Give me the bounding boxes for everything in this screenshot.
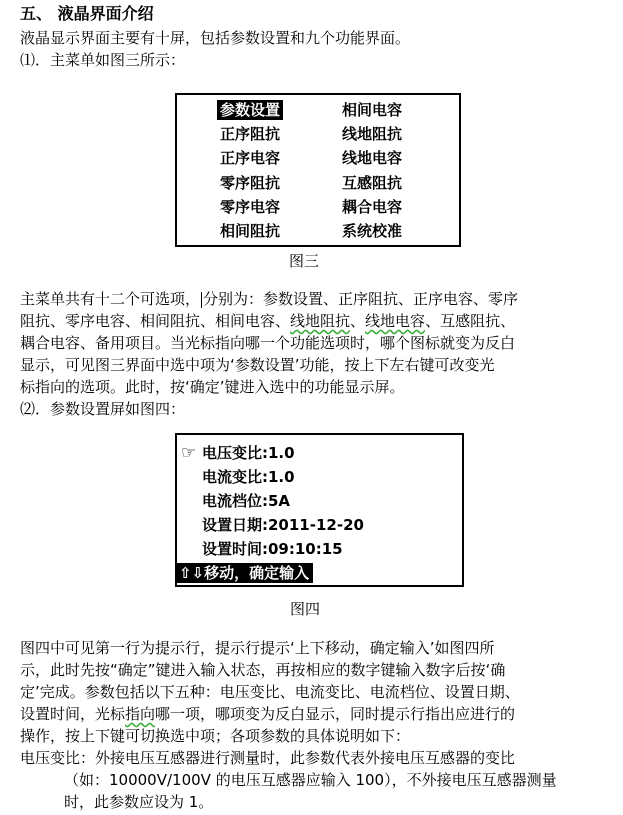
menu-item: 耦合电容 <box>342 198 403 216</box>
menu-item: 线地阻抗 <box>342 125 403 143</box>
paragraph-2-line-3: 定’完成。参数包括以下五种：电压变比、电流变比、电流档位、设置日期、 <box>20 683 520 701</box>
paragraph-3-line-1: 电压变比：外接电压互感器进行测量时，此参数代表外接电压互感器的变比 <box>20 749 516 767</box>
param-settings-lcd <box>175 433 464 587</box>
menu-item-selected: 参数设置 <box>217 100 283 120</box>
spellcheck-text: 线地阻抗 <box>290 312 351 330</box>
spellcheck-text: 指向 <box>125 705 156 723</box>
paragraph-1-line-3: 耦合电容、备用项目。当光标指向哪一个功能选项时，哪个图标就变为反白 <box>20 334 516 352</box>
paragraph-1-line-1 <box>20 289 518 309</box>
param-row-current-ratio: 电流变比:1.0 <box>202 468 295 486</box>
menu-item: 相间阻抗 <box>220 222 281 240</box>
param-row-current-range: 电流档位:5A <box>202 492 291 510</box>
spellcheck-text: 线地电容 <box>365 312 426 330</box>
text-span: 阻抗、零序电容、相间阻抗、相间电容、 <box>20 312 291 330</box>
paragraph-3-line-2: （如：10000V/100V 的电压互感器应输入 100），不外接电压互感器测量 <box>64 771 557 789</box>
pointer-hand-icon: ☞ <box>181 443 197 463</box>
menu-item: 零序电容 <box>220 198 281 216</box>
paragraph-1-line-5: 标指向的选项。此时，按‘确定’键进入选中的功能显示屏。 <box>20 378 405 396</box>
menu-item: 正序阻抗 <box>220 125 281 143</box>
param-row-set-date: 设置日期:2011-12-20 <box>202 516 364 534</box>
text-span: 分别为：参数设置、正序阻抗、正序电容、零序 <box>203 290 519 308</box>
menu-item: 互感阻抗 <box>342 174 403 192</box>
paragraph-2-line-1: 图四中可见第一行为提示行，提示行提示‘上下移动，确定输入’如图四所 <box>20 639 495 657</box>
paragraph-2-line-5: 操作，按上下键可切换选中项；各项参数的具体说明如下： <box>20 727 411 745</box>
param-row-voltage-ratio: 电压变比:1.0 <box>202 444 295 462</box>
paragraph-1-line-2 <box>20 311 515 331</box>
menu-item: 相间电容 <box>342 101 403 119</box>
paragraph-2-line-2: 示，此时先按“确定”键进入输入状态，再按相应的数字键输入数字后按‘确 <box>20 661 506 679</box>
text-span: 、 <box>350 312 366 330</box>
paragraph-2-line-4 <box>20 704 515 724</box>
text-span: 设置时间，光标 <box>20 705 126 723</box>
menu-item: 零序阻抗 <box>220 174 281 192</box>
text-span: 主菜单共有十二个可选项， <box>20 290 201 308</box>
text-span: 、互感阻抗、 <box>425 312 516 330</box>
figure-3-caption: 图三 <box>289 252 320 270</box>
paragraph-1-line-4: 显示，可见图三界面中选中项为‘参数设置’功能，按上下左右键可改变光 <box>20 356 495 374</box>
item-1-text: ⑴．主菜单如图三所示： <box>20 51 186 69</box>
paragraph-3-line-3: 时，此参数应设为 1。 <box>64 793 214 811</box>
text-span: 哪一项，哪项变为反白显示，同时提示行指出应进行的 <box>155 705 516 723</box>
figure-4-caption: 图四 <box>290 600 321 618</box>
menu-item: 系统校准 <box>342 222 403 240</box>
main-menu-lcd <box>175 93 461 247</box>
menu-item: 正序电容 <box>220 149 281 167</box>
intro-text: 液晶显示界面主要有十屏，包括参数设置和九个功能界面。 <box>20 29 411 47</box>
menu-item: 线地电容 <box>342 149 403 167</box>
param-row-set-time: 设置时间:09:10:15 <box>202 540 343 558</box>
item-2-text: ⑵．参数设置屏如图四： <box>20 400 186 418</box>
section-title: 五、 液晶界面介绍 <box>20 4 154 23</box>
prompt-line: ⇧⇩移动，确定输入 <box>177 563 313 583</box>
text-cursor <box>201 292 202 308</box>
